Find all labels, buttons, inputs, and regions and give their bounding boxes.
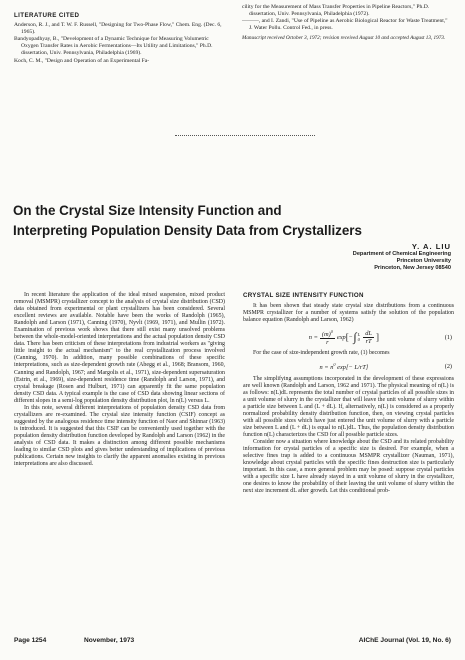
footer-page-number: Page 1254 <box>14 637 47 644</box>
references-left-column <box>14 22 224 65</box>
article-title <box>13 201 458 241</box>
affiliation-line: Princeton, New Jersey 08540 <box>374 265 451 271</box>
affiliation-line: Department of Chemical Engineering <box>352 251 451 257</box>
reference-item: cility for the Measurement of Mass Transfer Properties in Pipeline Reactors," Ph.D. dissertation, Univ. Pennsylvania, Philadelphia (1972). <box>242 4 430 17</box>
author-block <box>353 242 451 272</box>
affiliation-line: Princeton University <box>396 258 451 264</box>
title-line-1: On the Crystal Size Intensity Function and <box>13 203 282 218</box>
equation-2-expression: $n = n^0$ exp[− L/rT] <box>319 362 369 372</box>
body-paragraph: In recent literature the application of the ideal mixed suspension, mixed product removal (MSMPR) crystallizer concept to the analysis of crystal size distribution (CSD) data obtained from experimental or plant crystallizers has been considered. Several excellent reviews are available. Notable have been the works of Randolph (1965), Randolph and Larson (1971), Canning (1970), Nyvlt (1969, 1971), and Mullin (1972). Examination of previous work shows that there still exist many unsolved problems between the whole-model-oriented interpretations and the actual population density CSD data. There has been criticism of these interpretations from industrial workers as "giving little insight to the actual mechanism" to the real crystallization process involved (Canning, 1970). In addition, many possible combinations of these specific interpretations, such as size-dependent growth rate (Abegg et al., 1968; Bransom, 1960, Canning and Randolph, 1967; and Margolis et al., 1971), size-dependent supersaturation (Estrin, et al., 1969), size-dependent residence time (Randolph and Larson, 1971), and crystal breakage (Rosen and Hulburt, 1971) can apparently fit the same population density CSD data. A typical example is the case of CSD data showing linear sections of different slopes in a semi-log population density distribution plot, ln n(L) versus L. <box>14 292 225 404</box>
right-body-column <box>243 292 454 495</box>
manuscript-note: Manuscript received October 3, 1972; revision received August 10 and accepted August 13, 1973. <box>242 34 446 41</box>
author-name: Y. A. LIU <box>411 242 451 251</box>
section-heading: CRYSTAL SIZE INTENSITY FUNCTION <box>243 292 364 299</box>
reference-item: Bandyopadhyay, B., "Development of a Dynamic Technique for Measuring Volumetric Oxygen Transfer Rates in Aerobic Fermentations—Its Utility and Limitations," Ph.D. dissertation, Univ. Pennsylvania, Philadelphia (1969). <box>14 36 213 56</box>
section-divider <box>175 135 315 136</box>
footer-date: November, 1973 <box>84 637 135 644</box>
literature-cited-heading: LITERATURE CITED <box>14 12 80 19</box>
equation-1-expression: n = $\frac{(m)^0}{r}$ exp [ − ∫ L 0 $\frac{dL}{rT}$ ] <box>308 329 379 347</box>
body-paragraph: The simplifying assumptions incorporated in the development of these expressions are well known (Randolph and Larson, 1962 and 1971). The physical meaning of n(L) is as follows: n(L)dL represents the total number of crystal particles of all possible sizes in a unit volume of slurry in the crystallizer that will leave the unit volume of slurry within a particle size between L and (L + dL). If, alternatively, n(L) is considered as a properly normalized probability density distribution function, then, on viewing crystal particles with all possible sizes which have just entered the unit volume of slurry with a particle size between L and (L + dL) is equal to n(L)dL. Thus, the population density distribution function n(L) characterizes the CSD for all possible particle sizes. <box>243 375 454 438</box>
equation-1-number: (1) <box>444 333 452 341</box>
reference-item: ———, and I. Zandi, "Use of Pipeline as Aerobic Biological Reactor for Waste Treatment," J. Water Pollu. Control Fed., in press. <box>242 18 448 32</box>
equation-1 <box>243 328 454 346</box>
body-paragraph: Consider now a situation where knowledge about the CSD and its related probability information for crystal particles of a specific size is desired. For example, when a selective fines trap is added to a continuous MSMPR crystallizer (Nauman, 1971), knowledge about crystal particles with the specific fines destruction size is particularly important. In this case, a more general problem may be posed: suppose crystal particles with a specific size L have already stayed in a unit volume of slurry in the crystallizer, one desires to know the probability of their leaving the unit volume of slurry within the next size increment dL after growth. Let this conditional prob- <box>243 438 454 495</box>
reference-item: Koch, C. M., "Design and Operation of an Experimental Fa- <box>14 57 150 64</box>
left-body-column <box>14 292 225 468</box>
body-paragraph: In this note, several different interpretations of population density CSD data from crystallizers are re-examined. The crystal size intensity function (CSIF) concept as suggested by the analogous residence time intensity function of Naor and Shinnar (1963) is introduced. It is suggested that this CSIF can be conveniently used together with the population density distribution function developed by Randolph and Larson (1962) in the analysis of CSD data. It makes a distinction among different possible mechanisms leading to similar CSD plots and gives better understanding of implications of previous publications. Certain new insights to clarify the apparent anomalies existing in previous interpretations are also discussed. <box>14 404 225 468</box>
references-right-column <box>242 4 452 41</box>
affiliation <box>353 251 451 272</box>
body-paragraph: It has been shown that steady state crystal size distributions from a continuous MSMPR crystallizer for a number of systems satisfy the solution of the population balance equation (Randolph and Larson, 1962) <box>243 303 454 324</box>
footer-journal: AIChE Journal (Vol. 19, No. 6) <box>358 637 451 644</box>
reference-item: Anderson, R. J., and T. W. F. Russell, "Designing for Two-Phase Flow," Chem. Eng. (Dec. 6, 1965). <box>14 22 222 35</box>
equation-2-number: (2) <box>444 362 452 370</box>
body-paragraph: For the case of size-independent growth rate, (1) becomes <box>253 350 390 357</box>
equation-2 <box>243 361 454 371</box>
title-line-2: Interpreting Population Density Data from Crystallizers <box>13 223 362 238</box>
